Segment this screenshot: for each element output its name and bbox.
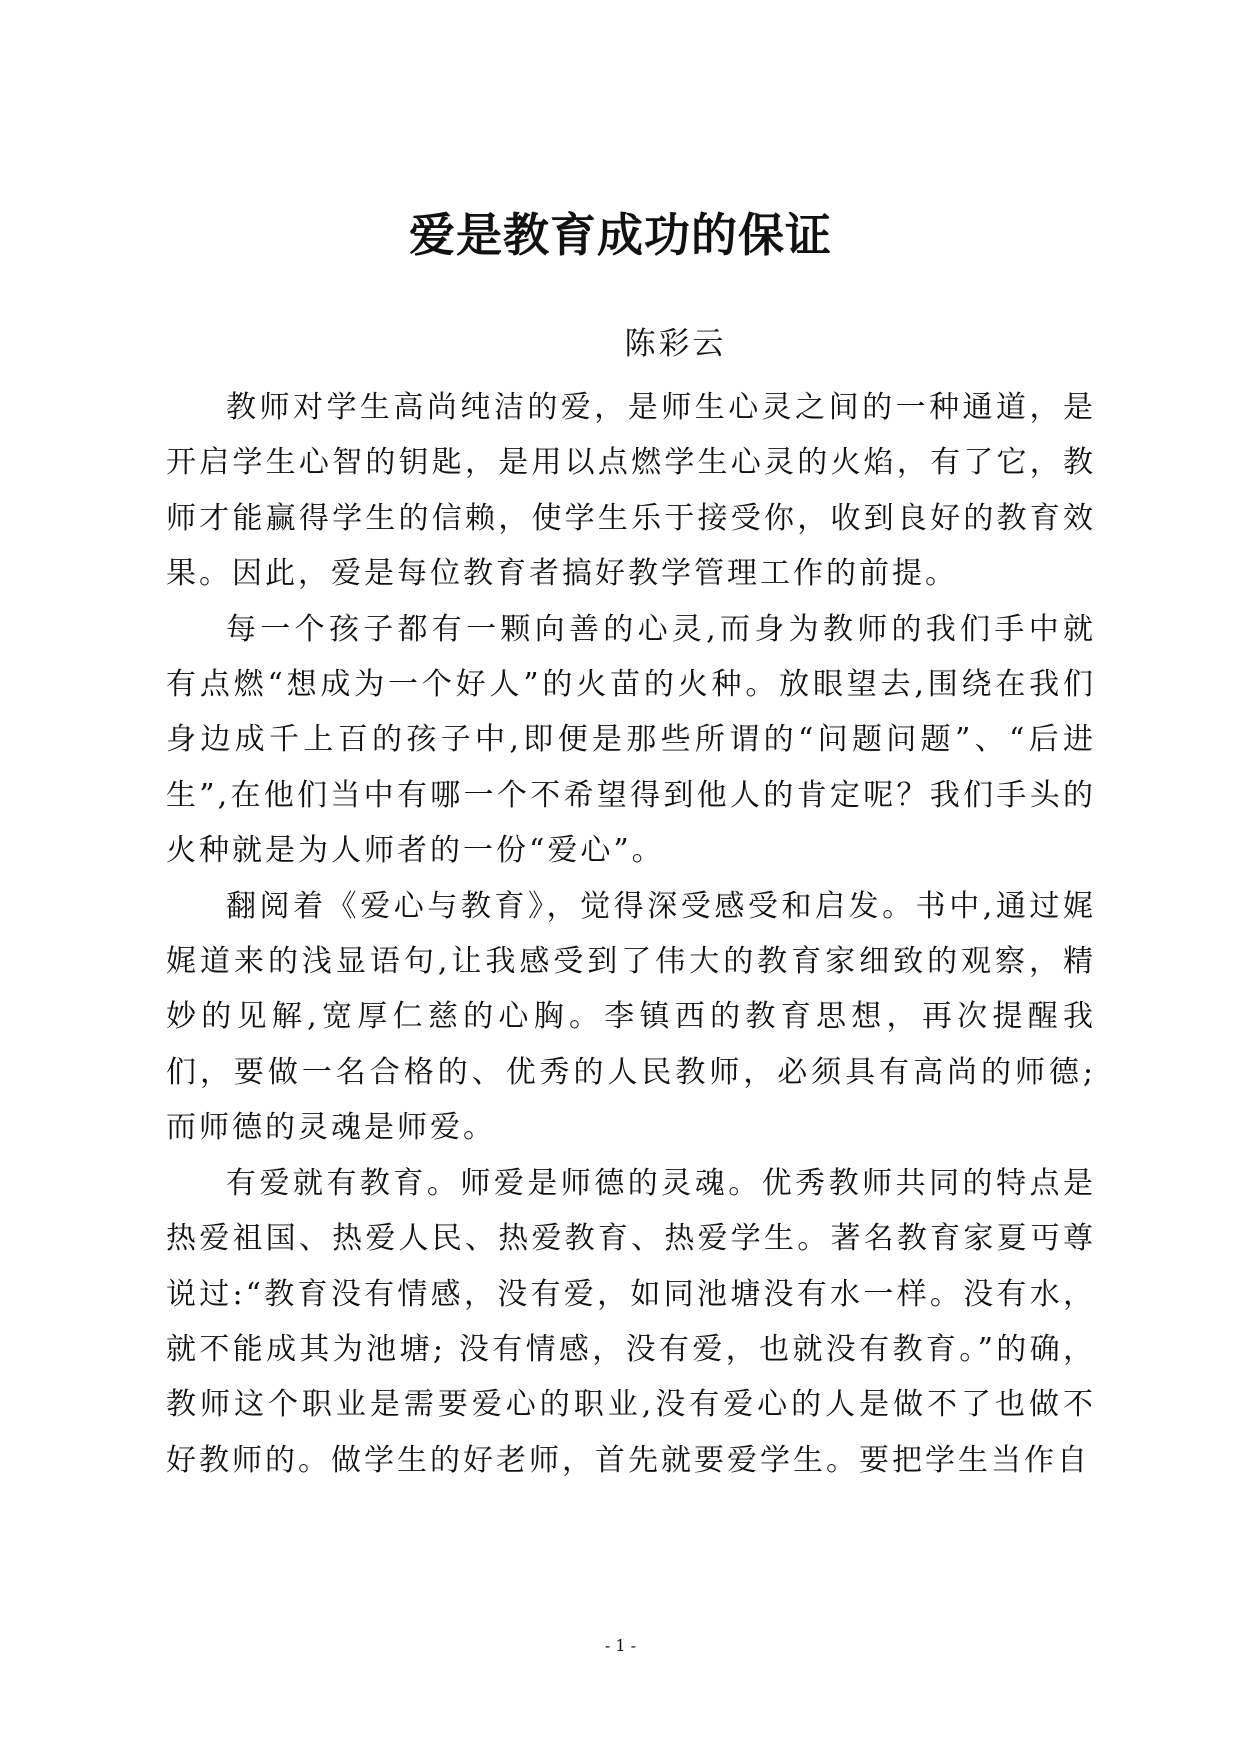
paragraph-4: 有爱就有教育。师爱是师德的灵魂。优秀教师共同的特点是热爱祖国、热爱人民、热爱教育、热爱学生。著名教育家夏丏尊说过:“教育没有情感，没有爱，如同池塘没有水一样。没有水，就不能成其为池塘; 没有情感，没有爱，也就没有教育。”的确，教师这个职业是需要爱心的职业,没有爱心的人是做不了也做不好教师的。做学生的好老师，首先就要爱学生。要把学生当作自 [166, 1165, 1096, 1478]
page-number: - 1 - [604, 1636, 637, 1655]
document-title: 爱是教育成功的保证 [409, 208, 832, 262]
paragraph-1: 教师对学生高尚纯洁的爱，是师生心灵之间的一种通道，是开启学生心智的钥匙，是用以点燃学生心灵的火焰，有了它，教师才能赢得学生的信赖，使学生乐于接受你，收到良好的教育效果。因此，爱是每位教育者搞好教学管理工作的前提。 [166, 390, 1096, 592]
paragraph-3: 翻阅着《爱心与教育》，觉得深受感受和启发。书中,通过娓娓道来的浅显语句,让我感受到了伟大的教育家细致的观察，精妙的见解,宽厚仁慈的心胸。李镇西的教育思想，再次提醒我们，要做一名合格的、优秀的人民教师，必须具有高尚的师德; 而师德的灵魂是师爱。 [166, 888, 1096, 1146]
paragraph-2: 每一个孩子都有一颗向善的心灵,而身为教师的我们手中就有点燃“想成为一个好人”的火苗的火种。放眼望去,围绕在我们身边成千上百的孩子中,即便是那些所谓的“问题问题”、“后进生”,在他们当中有哪一个不希望得到他人的肯定呢？我们手头的火种就是为人师者的一份“爱心”。 [166, 611, 1096, 869]
document-body [166, 380, 1096, 1488]
author-name: 陈彩云 [624, 326, 727, 362]
